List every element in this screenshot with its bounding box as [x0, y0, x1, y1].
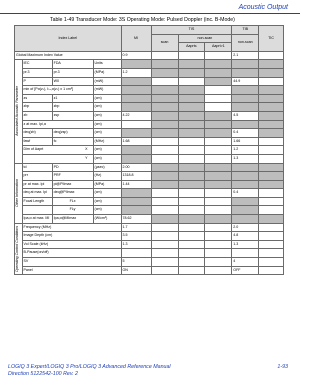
table-row: P W0 (mW) 44.9	[15, 77, 284, 86]
table-row: Associated Acoustic Parameter IEC FDA Units	[15, 60, 284, 69]
table-row: deq at max. Ipi deq@PIImax (cm) 0.4	[15, 189, 284, 198]
global-max-row	[15, 51, 284, 60]
table-row: pr at max. Ipi pi@PIImax (MPa) 1.44	[15, 180, 284, 189]
footer-manual-title: LOGIQ 3 Expert/LOGIQ 3 Pro/LOGIQ 3 Advanced Reference Manual	[8, 364, 171, 370]
other-group-label: Other Information	[15, 163, 23, 223]
acoustic-output-table	[14, 25, 284, 275]
header-row-1	[15, 26, 284, 35]
footer-page-number: 1-93	[277, 364, 288, 370]
header-rule	[0, 13, 300, 14]
tib-header: TIB	[232, 26, 259, 35]
table-row: Operating Control Conditions Frequency (MHz) 1.7 2.0	[15, 223, 284, 232]
table-row: Dim of Aaprt X (cm) 1.2	[15, 146, 284, 155]
ctrl-group-label: Operating Control Conditions	[15, 223, 23, 275]
scan-header: scan	[151, 34, 178, 51]
table-row: min of [Pα(zₛ), Iₜₐ,α(zₛ) x 1 cm²] (mW)	[15, 86, 284, 95]
table-row: Image Depth (cm) 3.5 4.8	[15, 232, 284, 241]
table-row: Other Information td PD (µsec) 2.00	[15, 163, 284, 172]
tib-non-scan-header: non-scan	[232, 34, 259, 51]
table-row: B-Pause(on/off)	[15, 249, 284, 258]
non-scan-header: non-scan	[178, 34, 232, 43]
table-row: fawf fc (MHz) 1.68 1.66	[15, 137, 284, 146]
table-row: Panel ON OFF	[15, 266, 284, 275]
table-row: Focal Length FLx (cm)	[15, 197, 284, 206]
table-row: pr.3 pr.3 (MPa) 1.2	[15, 68, 284, 77]
global-max-label: Global Maximum Index Value	[15, 51, 122, 60]
index-label-header: Index Label	[15, 26, 122, 52]
table-row: prr PRF (Hz) 1318.8	[15, 172, 284, 181]
table-row: SV 5 4	[15, 258, 284, 267]
table-row: zb zsp (cm) 4.22 4.5	[15, 111, 284, 120]
mi-header: MI	[121, 26, 151, 52]
table-row: Ipa,α at max. MI Ipa,α@MImax (W/cm²) 78.62	[15, 215, 284, 224]
global-max-mi: 0.9	[121, 51, 151, 60]
table-caption: Table 1-49 Transducer Mode: 3S Operating Mode: Pulsed Doppler (inc. B-Mode)	[50, 17, 235, 23]
tic-header: TIC	[259, 26, 284, 52]
global-max-tib: 2.1	[232, 51, 259, 60]
table-row: FLy (cm)	[15, 206, 284, 215]
table-row: Y (cm) 1.3	[15, 154, 284, 163]
page-header-title: Acoustic Output	[238, 4, 288, 11]
aaprt-gt-header: Aaprt>1	[205, 43, 232, 52]
table-row: Vol Scale (kHz) 1.3 1.3	[15, 240, 284, 249]
aaprt-le-header: Aaprt≤	[178, 43, 205, 52]
assoc-group-label: Associated Acoustic Parameter	[15, 60, 23, 163]
footer-direction: Direction 5122542-100 Rev. 2	[8, 371, 78, 377]
table-row: zbp zbp (cm)	[15, 103, 284, 112]
table-row: z at max. Ipi,α (cm)	[15, 120, 284, 129]
tis-header: TIS	[151, 26, 232, 35]
table-row: zs z1 (cm)	[15, 94, 284, 103]
table-row: deq(zb) deq(zsp) (cm) 0.4	[15, 129, 284, 138]
